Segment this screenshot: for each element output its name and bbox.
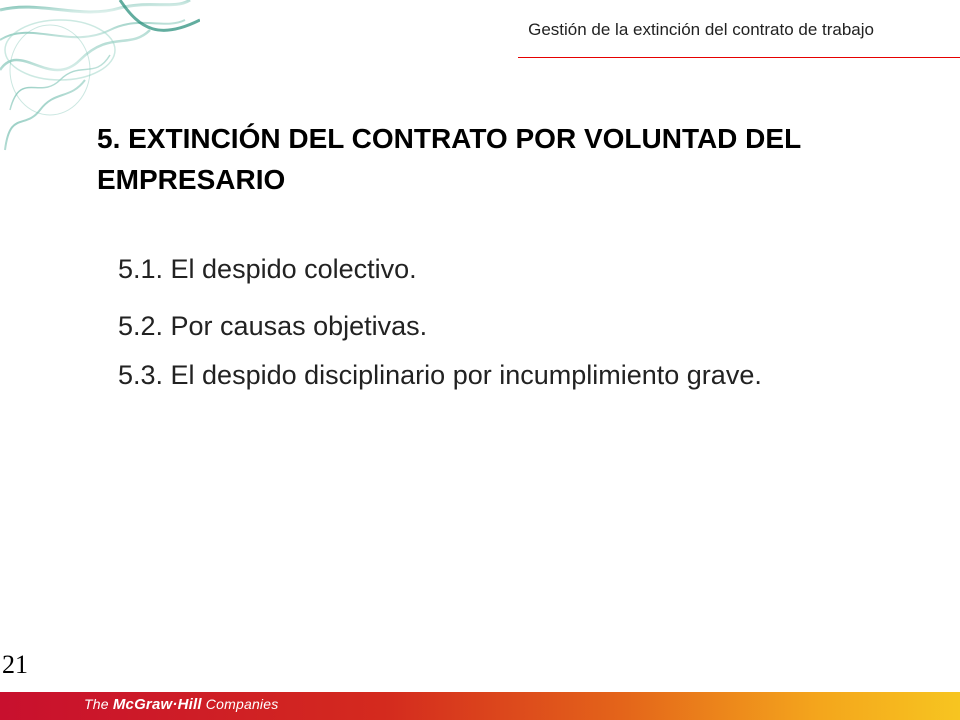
header-divider (518, 57, 960, 58)
footer-bar (0, 692, 960, 720)
list-item: 5.2. Por causas objetivas. (118, 311, 428, 341)
page-number: 21 (2, 650, 28, 679)
list-item: 5.1. El despido colectivo. (118, 254, 417, 284)
list-item: 5.3. El despido disciplinario por incumplimiento grave. (118, 360, 762, 390)
logo-brand: McGraw·Hill (112, 696, 202, 713)
publisher-logo (84, 696, 278, 713)
logo-prefix: The (84, 696, 113, 712)
logo-suffix: Companies (201, 696, 279, 712)
presentation-title: Gestión de la extinción del contrato de trabajo (528, 20, 874, 39)
slide-heading: 5. EXTINCIÓN DEL CONTRATO POR VOLUNTAD DEL EMPRESARIO (97, 123, 801, 195)
content-list (118, 252, 878, 415)
